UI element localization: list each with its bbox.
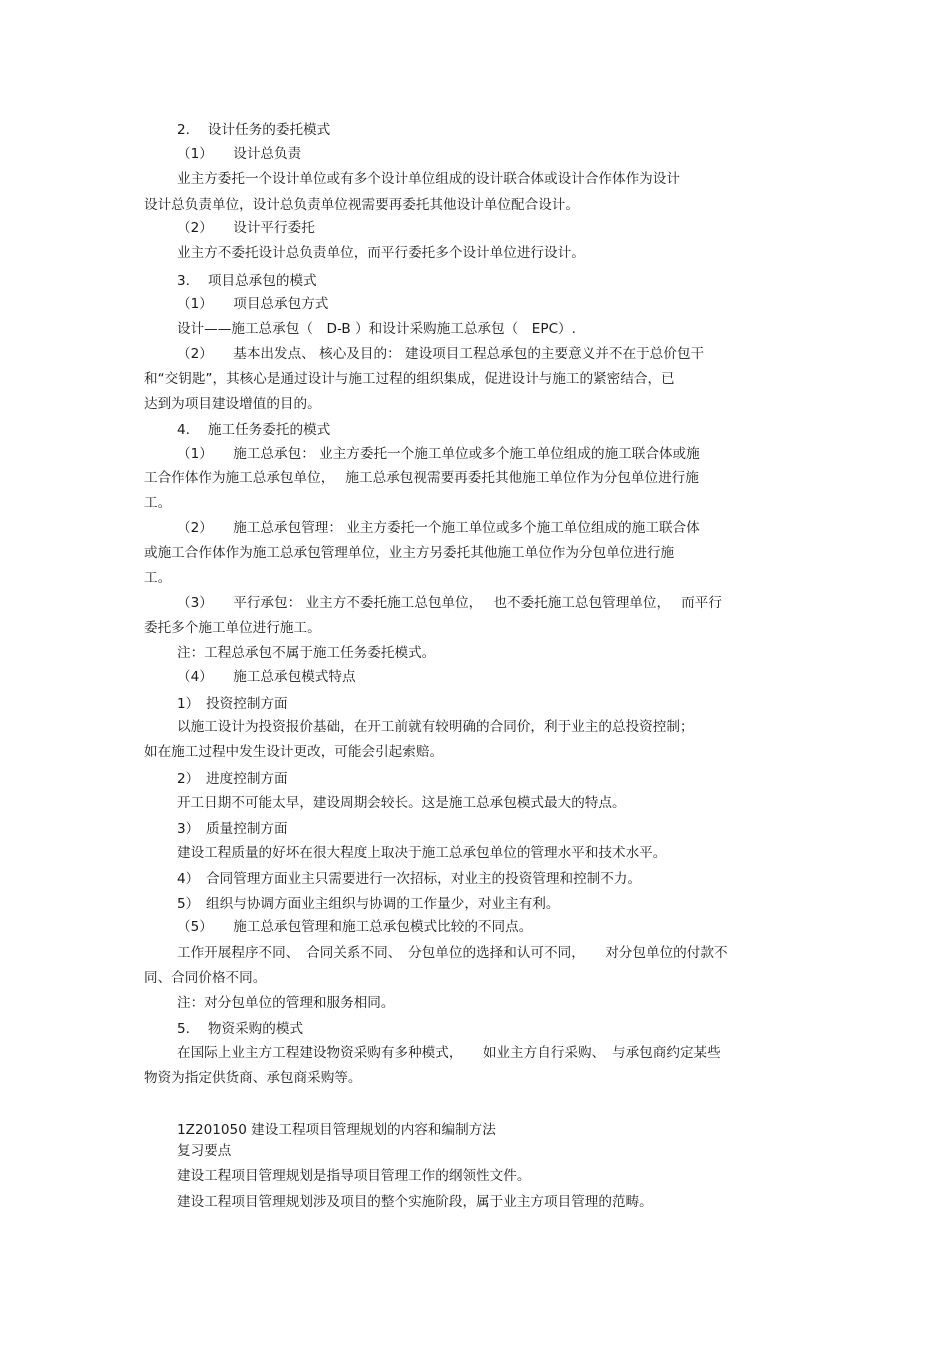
paragraph-line: 设计总负责单位，设计总负责单位视需要再委托其他设计单位配合设计。 [144, 197, 579, 213]
paragraph-line: （3） 平行承包： 业主方不委托施工总包单位， 也不委托施工总包管理单位， 而平行 [177, 595, 722, 611]
paragraph-line: 同、合同价格不同。 [144, 970, 267, 986]
paragraph-line: 工合作体作为施工总承包单位， 施工总承包视需要再委托其他施工单位作为分包单位进行施 [144, 470, 699, 486]
item-investment-control: 1） 投资控制方面 [177, 696, 288, 712]
paragraph-line: 业主方委托一个设计单位或有多个设计单位组成的设计联合体或设计合作体作为设计 [177, 171, 680, 187]
subheading-design-parallel: （2） 设计平行委托 [177, 220, 315, 236]
paragraph-line: 工。 [144, 495, 172, 511]
paragraph-line: 工。 [144, 570, 172, 586]
paragraph-line: （2） 基本出发点、 核心及目的： 建设项目工程总承包的主要意义并不在于总价包干 [177, 346, 705, 362]
note-line: 注：对分包单位的管理和服务相同。 [177, 995, 395, 1011]
paragraph-line: 工作开展程序不同、 合同关系不同、 分包单位的选择和认可不同， 对分包单位的付款不 [177, 945, 728, 961]
paragraph-line: 和“交钥匙”，其核心是通过设计与施工过程的组织集成，促进设计与施工的紧密结合，已 [144, 371, 675, 387]
paragraph-line: 在国际上业主方工程建设物资采购有多种模式， 如业主方自行采购、 与承包商约定某些 [177, 1045, 721, 1061]
item-quality-control: 3） 质量控制方面 [177, 821, 288, 837]
subheading-design-general: （1） 设计总负责 [177, 146, 302, 162]
subheading-comparison: （5） 施工总承包管理和施工总承包模式比较的不同点。 [177, 919, 533, 935]
paragraph-line: 如在施工过程中发生设计更改，可能会引起索赔。 [144, 744, 444, 760]
item-schedule-control: 2） 进度控制方面 [177, 771, 288, 787]
subheading-project-contract-method: （1） 项目总承包方式 [177, 296, 329, 312]
review-points-label: 复习要点 [177, 1143, 232, 1159]
note-line: 注：工程总承包不属于施工任务委托模式。 [177, 645, 436, 661]
paragraph-line: 物资为指定供货商、承包商采购等。 [144, 1070, 362, 1086]
paragraph-line: 建设工程项目管理规划涉及项目的整个实施阶段，属于业主方项目管理的范畴。 [177, 1194, 653, 1210]
paragraph-line: 以施工设计为投资报价基础，在开工前就有较明确的合同价，利于业主的总投资控制； [177, 719, 694, 735]
subheading-general-contract-features: （4） 施工总承包模式特点 [177, 669, 356, 685]
paragraph-line: 委托多个施工单位进行施工。 [144, 620, 321, 636]
paragraph-line: （2） 施工总承包管理： 业主方委托一个施工单位或多个施工单位组成的施工联合体 [177, 520, 700, 536]
paragraph-line: 建设工程项目管理规划是指导项目管理工作的纲领性文件。 [177, 1168, 531, 1184]
item-contract-management: 4） 合同管理方面业主只需要进行一次招标，对业主的投资管理和控制不力。 [177, 871, 642, 887]
heading-construction-task-mode: 4. 施工任务委托的模式 [177, 422, 331, 438]
paragraph-line: （1） 施工总承包： 业主方委托一个施工单位或多个施工单位组成的施工联合体或施 [177, 446, 700, 462]
paragraph-line: 业主方不委托设计总负责单位，而平行委托多个设计单位进行设计。 [177, 245, 585, 261]
heading-design-task-mode: 2. 设计任务的委托模式 [177, 122, 331, 138]
paragraph-line: 开工日期不可能太早，建设周期会较长。这是施工总承包模式最大的特点。 [177, 795, 626, 811]
paragraph-line: 设计——施工总承包（ D-B ）和设计采购施工总承包（ EPC）. [177, 321, 576, 337]
heading-procurement-mode: 5. 物资采购的模式 [177, 1021, 304, 1037]
paragraph-line: 达到为项目建设增值的目的。 [144, 396, 321, 412]
heading-project-contract-mode: 3. 项目总承包的模式 [177, 273, 317, 289]
paragraph-line: 或施工合作体作为施工总承包管理单位，业主方另委托其他施工单位作为分包单位进行施 [144, 545, 675, 561]
item-organization-coordination: 5） 组织与协调方面业主组织与协调的工作量少，对业主有利。 [177, 896, 560, 912]
paragraph-line: 建设工程质量的好坏在很大程度上取决于施工总承包单位的管理水平和技术水平。 [177, 845, 667, 861]
section-heading: 1Z201050 建设工程项目管理规划的内容和编制方法 [177, 1122, 496, 1138]
